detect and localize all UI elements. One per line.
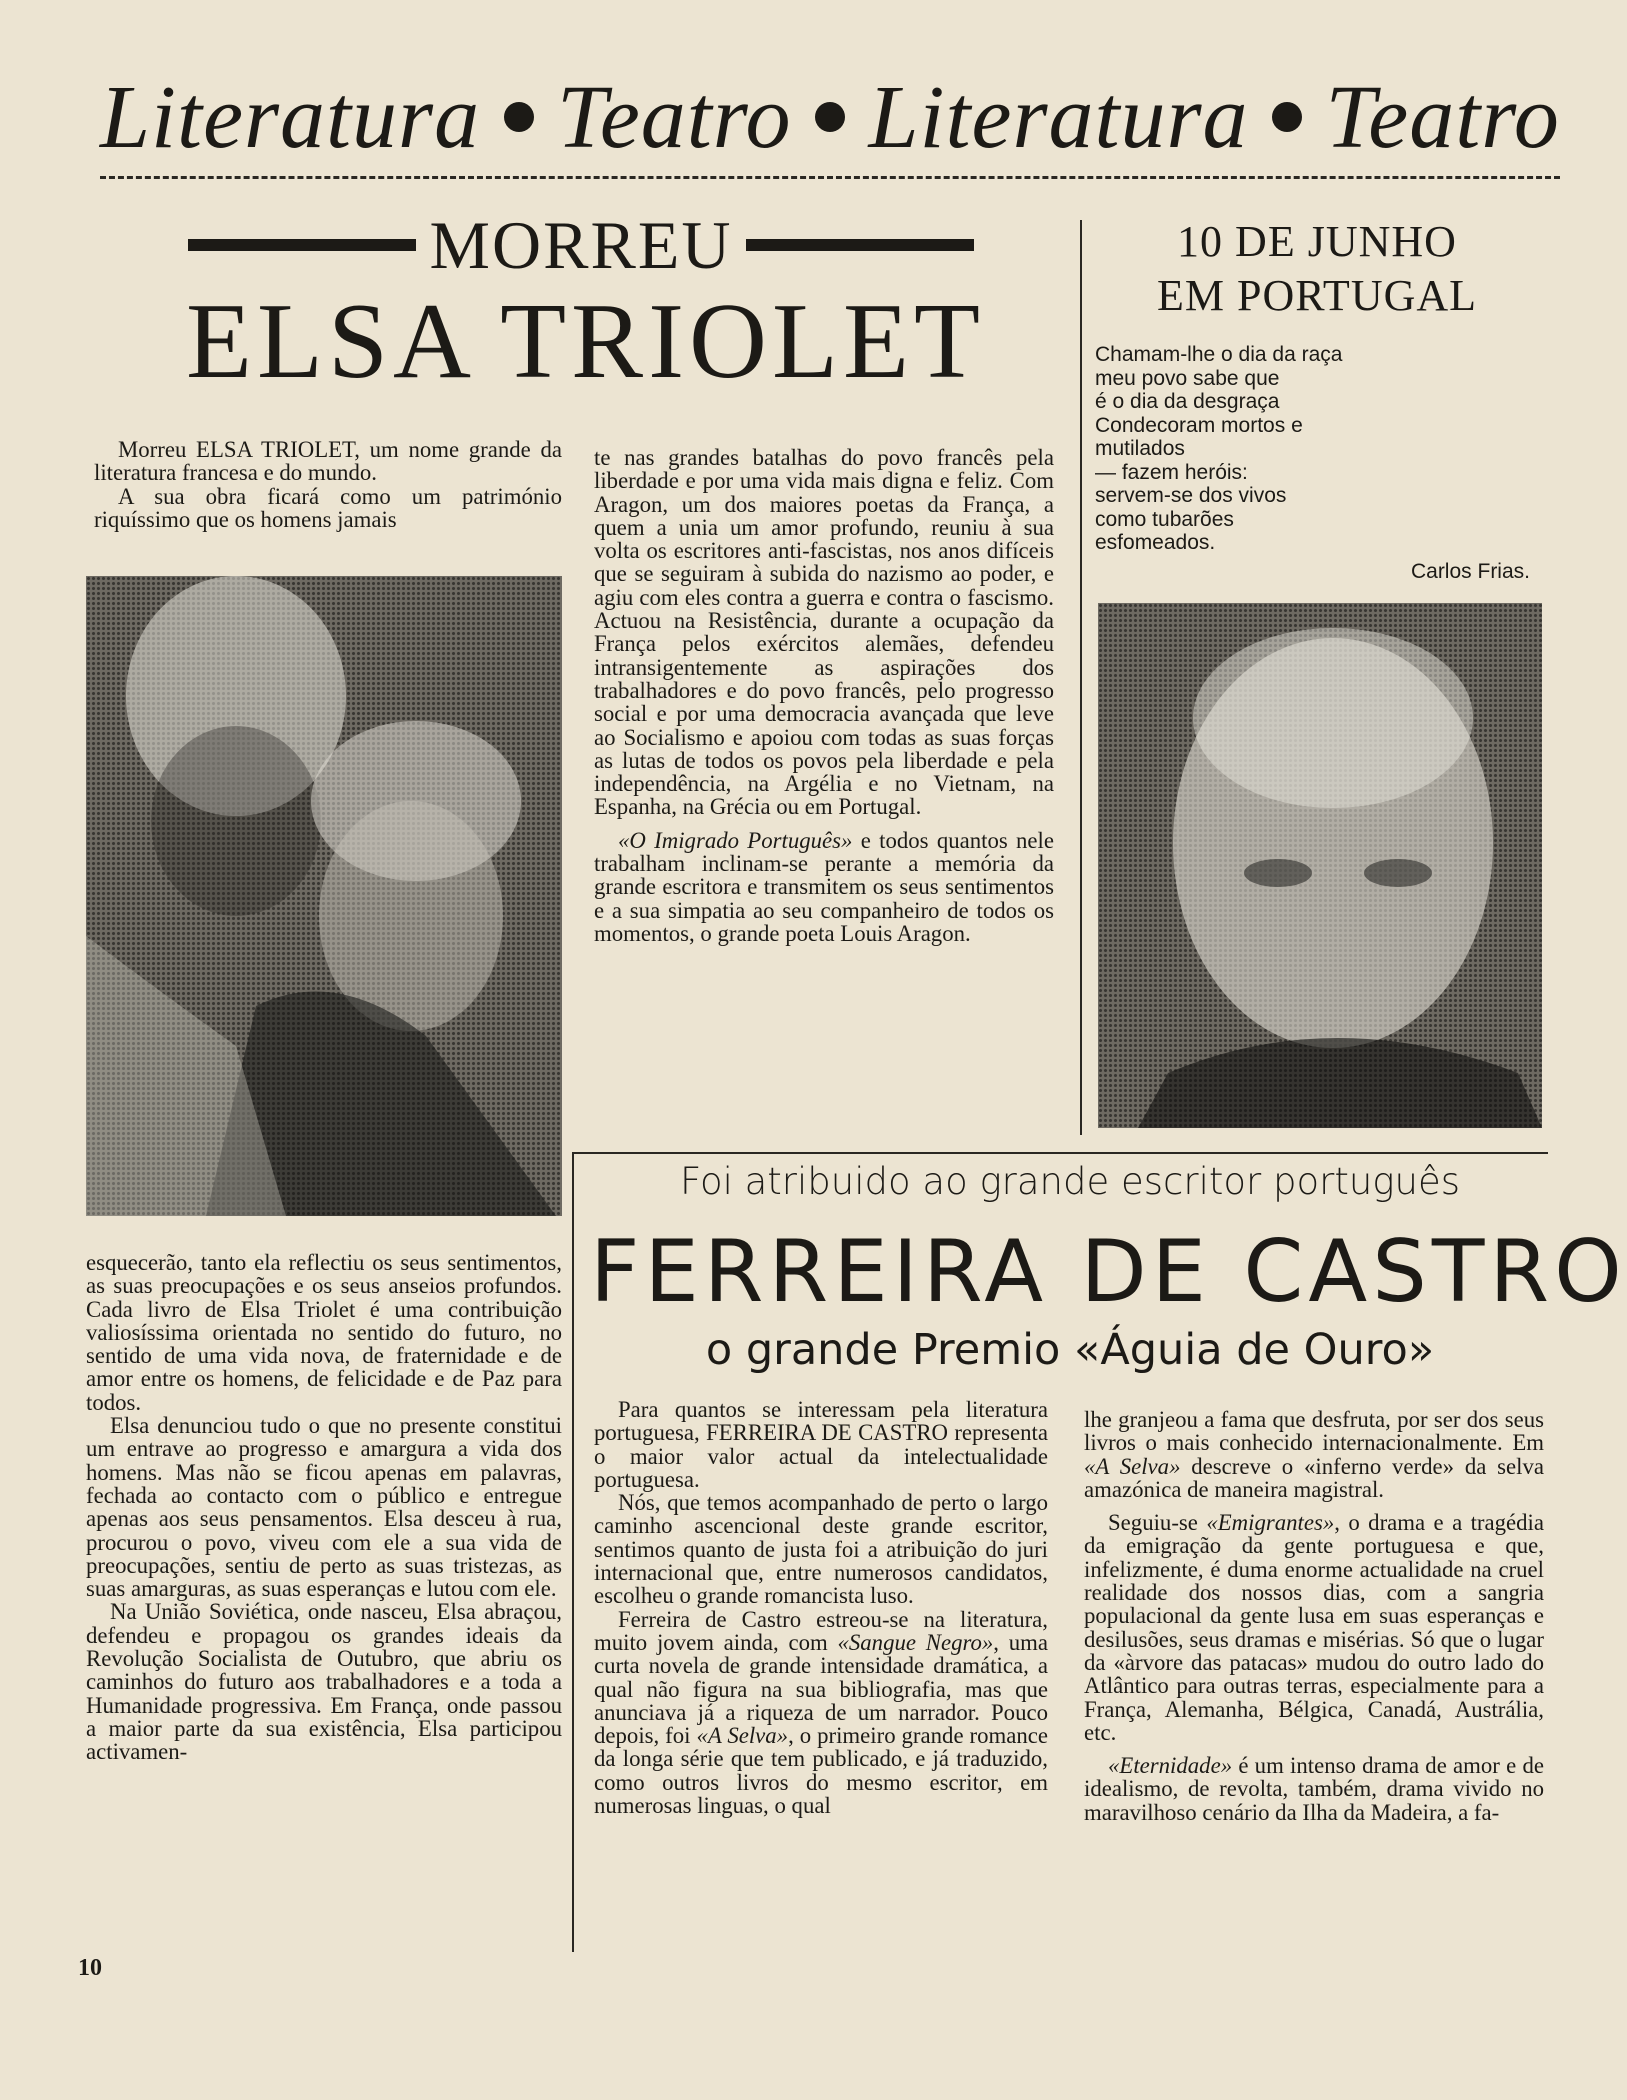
elsa-headline: ELSA TRIOLET: [186, 282, 985, 401]
elsa-kicker-row: [188, 205, 974, 285]
poem-line: — fazem heróis:: [1095, 460, 1248, 484]
photo-figures: [86, 576, 562, 1216]
photo-figure: [1098, 603, 1542, 1128]
publication-name: «O Imigrado Português»: [618, 827, 853, 853]
text-run: lhe granjeou a fama que desfruta, por ser dos seus livros o mais conhecido internacionalmente. Em: [1084, 1407, 1544, 1456]
paragraph: esquecerão, tanto ela reflectiu os seus sentimentos, as suas preocupações e os seus anseios profundos. Cada livro de Elsa Triolet é uma contribuição valiosíssima orientada no sentido do futuro, no sentido de uma vida nova, de fraternidade e de amor entre os homens, de felicidade e de Paz para todos.: [86, 1250, 562, 1415]
paragraph-rest: e todos quantos nele trabalham inclinam-se perante a memória da grande escritora e transmitem os seus sentimentos e a sua simpatia ao seu companheiro de todos os momentos, o grande poeta Louis Aragon.: [594, 827, 1054, 946]
elsa-col2-text: [594, 446, 1054, 945]
elsa-aragon-photo: [86, 576, 562, 1216]
poem-line: Chamam-lhe o dia da raça: [1095, 343, 1343, 366]
text-run: , o drama e a tragédia da emigração da gente portuguesa e que, infelizmente, é duma enorme actualidade na cruel realidade dos nossos dias, com a sangria populacional da gente lusa em suas esperanças e desilusões, seus dramas e misérias. Só que o lugar da «àrvore das patacas» mudou do outro lado do Atlântico para outras terras, especialmente para a França, Alemanha, Bélgica, Canadá, Austrália, etc.: [1084, 1510, 1545, 1745]
text-run: , o primeiro grande romance da longa série que tem publicado, e já traduzido, como outros livros do mesmo escritor, em numerosas linguas, o qual: [594, 1723, 1048, 1819]
castro-col2-text: [1084, 1408, 1544, 1824]
kicker-bar-left: [188, 239, 416, 251]
masthead-item: Literatura: [100, 67, 481, 167]
page-number: 10: [78, 1955, 102, 1981]
poem-line: Condecoram mortos e: [1095, 413, 1303, 437]
poem-line: esfomeados.: [1095, 531, 1216, 554]
paragraph: [594, 829, 1054, 945]
paragraph: te nas grandes batalhas do povo francês pela liberdade e por uma vida mais digna e feliz. Com Aragon, um dos maiores poetas da França, a quem a unia um amor profundo, reuniu à sua volta os escritores anti-fascistas, nos anos difíceis que se seguiram à subida do nazismo ao poder, e agiu com eles contra a guerra e contra o fascismo. Actuou na Resistência, durante a ocupação da França pelos exércitos alemães, defendeu intransigentemente as aspirações dos trabalhadores e do povo francês, pelo progresso social e por uma democracia avançada que leve ao Socialismo e apoiou com todas as suas forças as lutas de todos os povos pela liberdade e pela independência, na Argélia e no Vietnam, na Espanha, na Grécia ou em Portugal.: [594, 445, 1054, 820]
elsa-kicker: MORREU: [429, 206, 733, 283]
masthead-rule: [100, 176, 1560, 182]
section-rule: [572, 1152, 1548, 1154]
paragraph: [1084, 1754, 1544, 1824]
masthead-item: Teatro: [1325, 67, 1560, 167]
paragraph: Para quantos se interessam pela literatura portuguesa, FERREIRA DE CASTRO representa o maior valor actual da intelectualidade portuguesa.: [594, 1397, 1048, 1492]
bullet-icon: [815, 102, 845, 132]
ferreira-castro-photo: [1098, 603, 1542, 1128]
paragraph: A sua obra ficará como um património riquíssimo que os homens jamais: [94, 483, 562, 532]
book-title: «Eternidade»: [1108, 1753, 1233, 1779]
poem-line: meu povo sabe que: [1095, 366, 1280, 390]
masthead-item: Literatura: [868, 67, 1249, 167]
column-rule: [572, 1152, 574, 1952]
paragraph: [1084, 1408, 1544, 1501]
book-title: «A Selva»: [1084, 1453, 1181, 1479]
poem-line: mutilados: [1095, 437, 1185, 460]
castro-kicker: Foi atribuido ao grande escritor português: [679, 1160, 1461, 1203]
junho-headline: [1092, 215, 1542, 323]
paragraph: Nós, que temos acompanhado de perto o largo caminho ascencional deste grande escritor, sentimos quanto de justa foi a atribuição do juri internacional que, entre numerosos candidatos, escolheu o grande romancista luso.: [594, 1490, 1048, 1609]
bullet-icon: [504, 102, 534, 132]
poem-line: como tubarões: [1095, 507, 1234, 531]
paragraph: [1084, 1511, 1544, 1744]
junho-title-line: 10 DE JUNHO: [1177, 217, 1457, 266]
junho-poem: [1095, 343, 1535, 555]
masthead-item: Teatro: [557, 67, 792, 167]
text-run: Ferreira de Castro estreou-se na literatura, muito jovem ainda, com: [594, 1606, 1048, 1655]
paragraph: Elsa denunciou tudo o que no presente constitui um entrave ao progresso e amargura a vida dos homens. Mas não se ficou apenas em palavras, fechada ao contacto com o público e entregue apenas aos seus pensamentos. Elsa desceu à rua, procurou o povo, viveu com ele a sua vida de preocupações, sentiu de perto as suas tristezas, as suas amarguras, as suas esperanças e lutou com ele.: [86, 1413, 562, 1602]
castro-subheadline: o grande Premio «Águia de Ouro»: [705, 1325, 1435, 1375]
castro-col1-text: [594, 1398, 1048, 1817]
bullet-icon: [1272, 102, 1302, 132]
poem-line: é o dia da desgraça: [1095, 390, 1280, 413]
poem-line: servem-se dos vivos: [1095, 484, 1287, 507]
column-rule: [1080, 220, 1082, 1135]
text-run: , uma curta novela de grande intensidade dramática, a qual não figura na sua bibliografia, mas que anunciava já a riqueza de um narrador. Pouco depois, foi: [594, 1629, 1048, 1749]
book-title: «A Selva»: [696, 1723, 789, 1749]
book-title: «Emigrantes»: [1206, 1510, 1335, 1536]
book-title: «Sangue Negro»: [837, 1629, 994, 1655]
kicker-bar-right: [746, 239, 974, 251]
text-run: é um intenso drama de amor e de idealismo, de revolta, também, drama vivido no maravilhoso cenário da Ilha da Madeira, a fa-: [1084, 1753, 1544, 1825]
paragraph: Morreu ELSA TRIOLET, um nome grande da literatura francesa e do mundo.: [94, 437, 562, 486]
text-run: Seguiu-se: [1108, 1510, 1207, 1536]
text-run: descreve o «inferno verde» da selva amazónica de maneira magistral.: [1084, 1453, 1544, 1502]
poem-author: Carlos Frias.: [1410, 560, 1530, 583]
castro-headline: FERREIRA DE CASTRO: [590, 1222, 1627, 1322]
paragraph: Na União Soviética, onde nasceu, Elsa abraçou, defendeu e propagou os grandes ideais da Revolução Socialista de Outubro, que abriu os caminhos do futuro aos trabalhadores e a toda a Humanidade progressiva. Em França, onde passou a maior parte da sua existência, Elsa participou activamen-: [86, 1599, 562, 1765]
junho-title-line: EM PORTUGAL: [1156, 271, 1478, 320]
elsa-col1-text: [86, 1251, 562, 1764]
section-masthead: [100, 62, 1560, 172]
elsa-intro: [94, 438, 562, 531]
paragraph: [594, 1608, 1048, 1818]
